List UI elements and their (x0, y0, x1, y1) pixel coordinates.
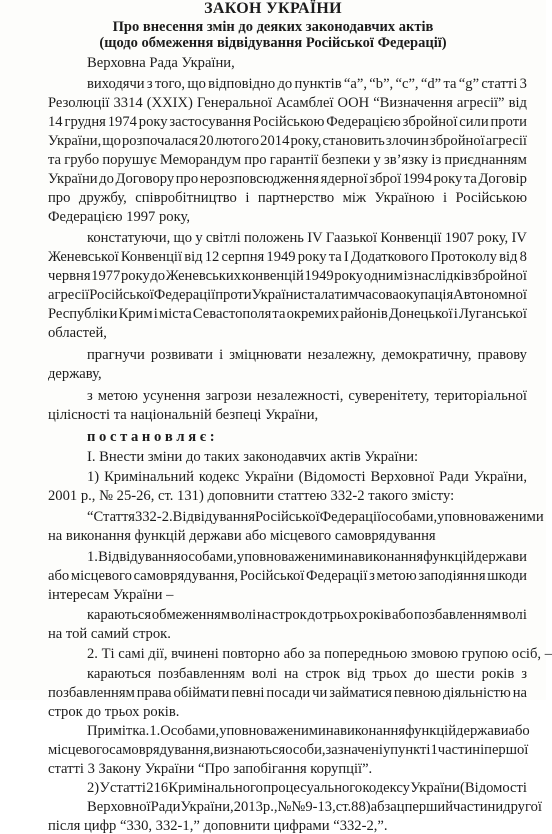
word: зв’язку (384, 152, 429, 168)
word: 1907 (444, 230, 474, 246)
word: №№ (277, 799, 306, 815)
text-line (87, 799, 542, 815)
word: становить (322, 133, 385, 149)
word: Особами, (160, 723, 220, 739)
word: “c”, (395, 76, 419, 92)
word: Севастополя (192, 306, 272, 322)
word: до (150, 268, 166, 284)
word: з (369, 568, 375, 584)
text-line: після цифр “330, 332-1,” доповнити цифрами “332-2,”. (48, 818, 388, 834)
word: одним (363, 268, 403, 284)
word: дружбу, (78, 190, 127, 206)
word: “Визначення (373, 95, 453, 111)
word: збройної (429, 133, 485, 149)
word: 12 (204, 249, 220, 265)
word: Крим (118, 306, 153, 322)
word: 9-13, (305, 799, 336, 815)
word: агресії (48, 287, 90, 303)
text-line (48, 96, 527, 111)
text-line (87, 723, 530, 739)
word: року (334, 268, 364, 284)
text-line (48, 250, 527, 265)
law-title: ЗАКОН УКРАЇНИ (204, 0, 342, 17)
word: першої (484, 742, 529, 758)
word: IV (511, 230, 527, 246)
word: та (463, 171, 477, 187)
word: позбавленням (414, 607, 501, 623)
text-line (87, 667, 527, 682)
word: ядерної (320, 171, 368, 187)
word: “b”, (369, 76, 394, 92)
word: Автономної (453, 287, 527, 303)
text-line: статті 3 Закону України “Про запобігання корупції”. (48, 761, 373, 777)
word: Ради (150, 799, 181, 815)
word: відповідно (208, 76, 276, 92)
word: суверенітету, (348, 388, 430, 404)
text-line: 2001 р., № 25-26, ст. 131) доповнити статтею 332-2 такого змісту: (48, 488, 455, 504)
word: України, (180, 799, 234, 815)
word: трьох (372, 666, 408, 682)
word: до (277, 76, 293, 92)
word: місцевого (70, 568, 132, 584)
word: особами, (381, 509, 438, 525)
word: Конвенції (380, 230, 442, 246)
word: ст. (335, 799, 352, 815)
word: “g” (458, 76, 480, 92)
word: років (481, 666, 515, 682)
word: обмеженням (151, 607, 231, 623)
word: уповноваженими (219, 723, 326, 739)
text-line (87, 781, 527, 796)
word: шести (435, 666, 475, 682)
text-line: на виконання функцій держави або місцевого самоврядування (48, 528, 436, 544)
word: права (136, 685, 172, 701)
law-subtitle-line-2: (щодо обмеження відвідування Російської Федерації) (99, 35, 447, 51)
text-line (48, 153, 527, 168)
word: ООН (337, 95, 370, 111)
word: і (443, 190, 448, 206)
text-line (87, 77, 527, 92)
word: та (328, 249, 342, 265)
word: зброї (369, 171, 402, 187)
word: або (48, 568, 70, 584)
word: уповноваженими (437, 509, 544, 525)
word: Протоколу (430, 249, 497, 265)
word: порушує (102, 152, 157, 168)
word: Кримінального (168, 780, 263, 796)
word: міста (158, 306, 192, 322)
word: 2014 (260, 133, 290, 149)
word: року (297, 249, 327, 265)
word: Женевської (48, 249, 119, 265)
word: і (153, 306, 158, 322)
word: Женевських (165, 268, 241, 284)
word: перший (404, 799, 454, 815)
word: з (146, 76, 153, 92)
word: розпочалася (121, 133, 198, 149)
word: строк (272, 607, 307, 623)
word: незалежну, (307, 347, 376, 363)
word: певною (393, 685, 442, 701)
word: на (512, 685, 527, 701)
word: (Відомості (460, 780, 527, 796)
text-line (48, 134, 527, 149)
word: посади (266, 685, 311, 701)
word: на (343, 549, 358, 565)
word: та (272, 306, 286, 322)
text-line: 2. Ті самі дії, вчинені повторно або за попередньою змовою групою осіб, – (87, 646, 552, 662)
text-line (87, 509, 544, 525)
word: і (453, 306, 458, 322)
text-line: Верховна Рада України, (87, 55, 235, 71)
word: демократичну, (381, 347, 472, 363)
word: від (347, 666, 366, 682)
word: що (102, 133, 121, 149)
text-line: областей, (48, 325, 107, 341)
word: районів (340, 306, 388, 322)
word: року (120, 268, 150, 284)
word: 1949 (266, 249, 296, 265)
word: І (343, 249, 349, 265)
text-line: інтересам України – (48, 587, 174, 603)
word: “а”, (343, 76, 367, 92)
text-line: строк до трьох років. (48, 704, 180, 720)
word: у (195, 230, 203, 246)
word: світлі (205, 230, 241, 246)
word: 2) (87, 780, 100, 796)
word: сили (459, 114, 489, 130)
word: від (184, 249, 203, 265)
text-line: державу, (48, 366, 102, 382)
word: Кримінальний (104, 469, 194, 485)
word: про (175, 171, 199, 187)
word: строк (305, 666, 341, 682)
word: до (307, 607, 323, 623)
word: України (410, 780, 460, 796)
word: метою (97, 388, 138, 404)
word: з (521, 666, 527, 682)
word: визнаються (213, 742, 286, 758)
text-line (87, 550, 527, 565)
word: від (499, 249, 518, 265)
word: статті (481, 76, 518, 92)
text-line: Федерацією 1997 року, (48, 209, 190, 225)
word: та (48, 152, 62, 168)
word: держави (456, 723, 509, 739)
word: застосування (169, 114, 252, 130)
text-line (87, 231, 527, 246)
word: збройної (402, 114, 458, 130)
word: особами, (180, 549, 237, 565)
word: Резолюції (48, 95, 110, 111)
word: чи (312, 685, 328, 701)
word: абзац (370, 799, 405, 815)
text-line (48, 569, 527, 584)
word: пунктів (294, 76, 342, 92)
word: до (414, 666, 429, 682)
word: Федерації (306, 568, 368, 584)
word: 332-2. (134, 509, 173, 525)
word: “d” (420, 76, 442, 92)
word: Верховної (87, 799, 151, 815)
word: що (187, 76, 206, 92)
word: волі (251, 666, 278, 682)
word: року (138, 114, 168, 130)
word: місцевого (48, 742, 110, 758)
word: 1. (149, 723, 161, 739)
text-line: на той самий строк. (48, 626, 171, 642)
word: Російською (252, 114, 325, 130)
word: агресії” (456, 95, 505, 111)
word: між (342, 190, 367, 206)
word: 88) (351, 799, 371, 815)
word: (Відомості (298, 469, 366, 485)
word: або (508, 723, 530, 739)
word: трьох (323, 607, 358, 623)
resolution-heading: п о с т а н о в л я є : (87, 429, 215, 445)
word: процесуального (263, 780, 363, 796)
word: України (48, 171, 98, 187)
word: агресії (485, 133, 527, 149)
word: приєднанням (444, 152, 527, 168)
word: або (392, 607, 414, 623)
word: усунення (142, 388, 201, 404)
text-line (87, 348, 527, 363)
word: функцій (405, 723, 457, 739)
word: волі (230, 607, 257, 623)
word: певні (231, 685, 265, 701)
word: діяльністю (443, 685, 511, 701)
text-line (87, 389, 527, 404)
word: про (48, 190, 71, 206)
word: проти (490, 114, 527, 130)
word: Луганської (458, 306, 527, 322)
word: пункті (390, 742, 431, 758)
word: Договору (115, 171, 175, 187)
word: заподіяння (418, 568, 486, 584)
word: того, (154, 76, 186, 92)
word: Федерації (153, 287, 216, 303)
word: Конвенції (120, 249, 183, 265)
word: що (173, 230, 193, 246)
word: проти (215, 287, 252, 303)
word: караються (87, 607, 152, 623)
word: Російською (455, 190, 527, 206)
word: виконання (358, 549, 424, 565)
text-line (48, 307, 527, 322)
word: 1974 (107, 114, 137, 130)
word: положень (243, 230, 304, 246)
word: 2013 (233, 799, 263, 815)
text-line (48, 172, 527, 187)
word: Додаткового (350, 249, 429, 265)
word: метою (376, 568, 417, 584)
word: Примітка. (87, 723, 150, 739)
word: нерозповсюдження (199, 171, 320, 187)
word: р., (262, 799, 278, 815)
text-line (48, 191, 527, 206)
word: до (99, 171, 114, 187)
word: IV (307, 230, 323, 246)
word: безпеки (321, 152, 371, 168)
word: конвенцій (241, 268, 304, 284)
text-line (48, 288, 527, 303)
word: прагнучи (87, 347, 145, 363)
word: зміцнювати (229, 347, 302, 363)
word: Гаазької (325, 230, 378, 246)
word: Федерації (319, 509, 382, 525)
word: виконання (340, 723, 406, 739)
word: на (325, 723, 341, 739)
word: Верховної (370, 469, 435, 485)
word: уповноваженими (236, 549, 344, 565)
word: грудня (64, 114, 106, 130)
word: гарантії (269, 152, 319, 168)
word: Російської (89, 287, 154, 303)
word: займатися (329, 685, 392, 701)
word: розвивати (150, 347, 213, 363)
word: особи, (285, 742, 326, 758)
word: держави (474, 549, 527, 565)
word: України (251, 287, 302, 303)
text-line (87, 608, 527, 623)
word: із (431, 152, 442, 168)
word: року, (477, 230, 509, 246)
word: України, (48, 133, 102, 149)
word: 1) (87, 469, 100, 485)
word: Відвідування (172, 509, 256, 525)
word: констатуючи, (87, 230, 171, 246)
word: незалежності, (256, 388, 344, 404)
word: наслідків (413, 268, 472, 284)
word: “Стаття (87, 509, 135, 525)
word: у (373, 152, 381, 168)
word: частині (437, 742, 485, 758)
word: України (244, 469, 294, 485)
word: правову (477, 347, 527, 363)
word: про (244, 152, 267, 168)
word: Меморандум (159, 152, 241, 168)
word: партнерство (257, 190, 335, 206)
text-line (48, 115, 527, 130)
word: серпня (221, 249, 265, 265)
word: злочин (385, 133, 429, 149)
word: Федерацією (326, 114, 401, 130)
word: кодекс (198, 469, 240, 485)
word: 1. (87, 549, 98, 565)
word: виходячи (87, 76, 145, 92)
word: і (219, 347, 224, 363)
word: самоврядування, (133, 568, 239, 584)
word: функцій (423, 549, 475, 565)
word: з (87, 388, 93, 404)
word: України, (473, 469, 527, 485)
word: шкоди (487, 568, 527, 584)
word: Російської (239, 568, 305, 584)
word: із (403, 268, 414, 284)
word: Республіки (48, 306, 118, 322)
word: частини (453, 799, 504, 815)
word: Російської (255, 509, 320, 525)
word: Асамблеї (276, 95, 334, 111)
word: позбавленням (158, 666, 245, 682)
word: 1949 (304, 268, 334, 284)
word: зазначені (325, 742, 383, 758)
word: (XXIX) (146, 95, 193, 111)
word: Генеральної (196, 95, 273, 111)
word: Ради (438, 469, 469, 485)
word: Відвідування (98, 549, 181, 565)
word: обіймати (173, 685, 230, 701)
word: червня (48, 268, 91, 284)
word: У (99, 780, 110, 796)
word: позбавленням (48, 685, 135, 701)
word: грубо (64, 152, 100, 168)
word: співробітництво (135, 190, 237, 206)
word: на (256, 607, 272, 623)
word: окремих (286, 306, 340, 322)
word: другої (503, 799, 542, 815)
word: Договір (478, 171, 527, 187)
text-line (48, 686, 527, 701)
word: року (433, 171, 463, 187)
text-line (48, 269, 527, 284)
word: 20 (199, 133, 214, 149)
word: кодексу (362, 780, 410, 796)
word: загрози (205, 388, 252, 404)
word: волі (501, 607, 527, 623)
word: Україною (374, 190, 435, 206)
word: року, (290, 133, 322, 149)
word: 1994 (402, 171, 432, 187)
word: 14 (48, 114, 63, 130)
word: 216 (146, 780, 169, 796)
word: караються (87, 666, 152, 682)
word: та (443, 76, 457, 92)
text-line (87, 470, 527, 485)
text-line: I. Внести зміни до таких законодавчих актів України: (87, 449, 419, 465)
word: статті (110, 780, 146, 796)
word: і (245, 190, 250, 206)
text-line: цілісності та національній безпеці України, (48, 407, 319, 423)
word: збройної (472, 268, 527, 284)
word: 3 (519, 76, 527, 92)
word: 8 (519, 249, 527, 265)
word: 3314 (113, 95, 143, 111)
word: лютого (214, 133, 260, 149)
word: територіальної (434, 388, 527, 404)
law-subtitle-line-1: Про внесення змін до деяких законодавчих актів (112, 19, 434, 35)
word: на (284, 666, 299, 682)
word: 1 (430, 742, 438, 758)
word: від (508, 95, 527, 111)
word: тимчасова (334, 287, 399, 303)
word: Донецької (388, 306, 453, 322)
word: у (382, 742, 391, 758)
word: стала (301, 287, 335, 303)
text-line (48, 743, 527, 758)
word: років (358, 607, 392, 623)
word: 1977 (91, 268, 121, 284)
word: окупація (398, 287, 454, 303)
word: самоврядування, (109, 742, 214, 758)
